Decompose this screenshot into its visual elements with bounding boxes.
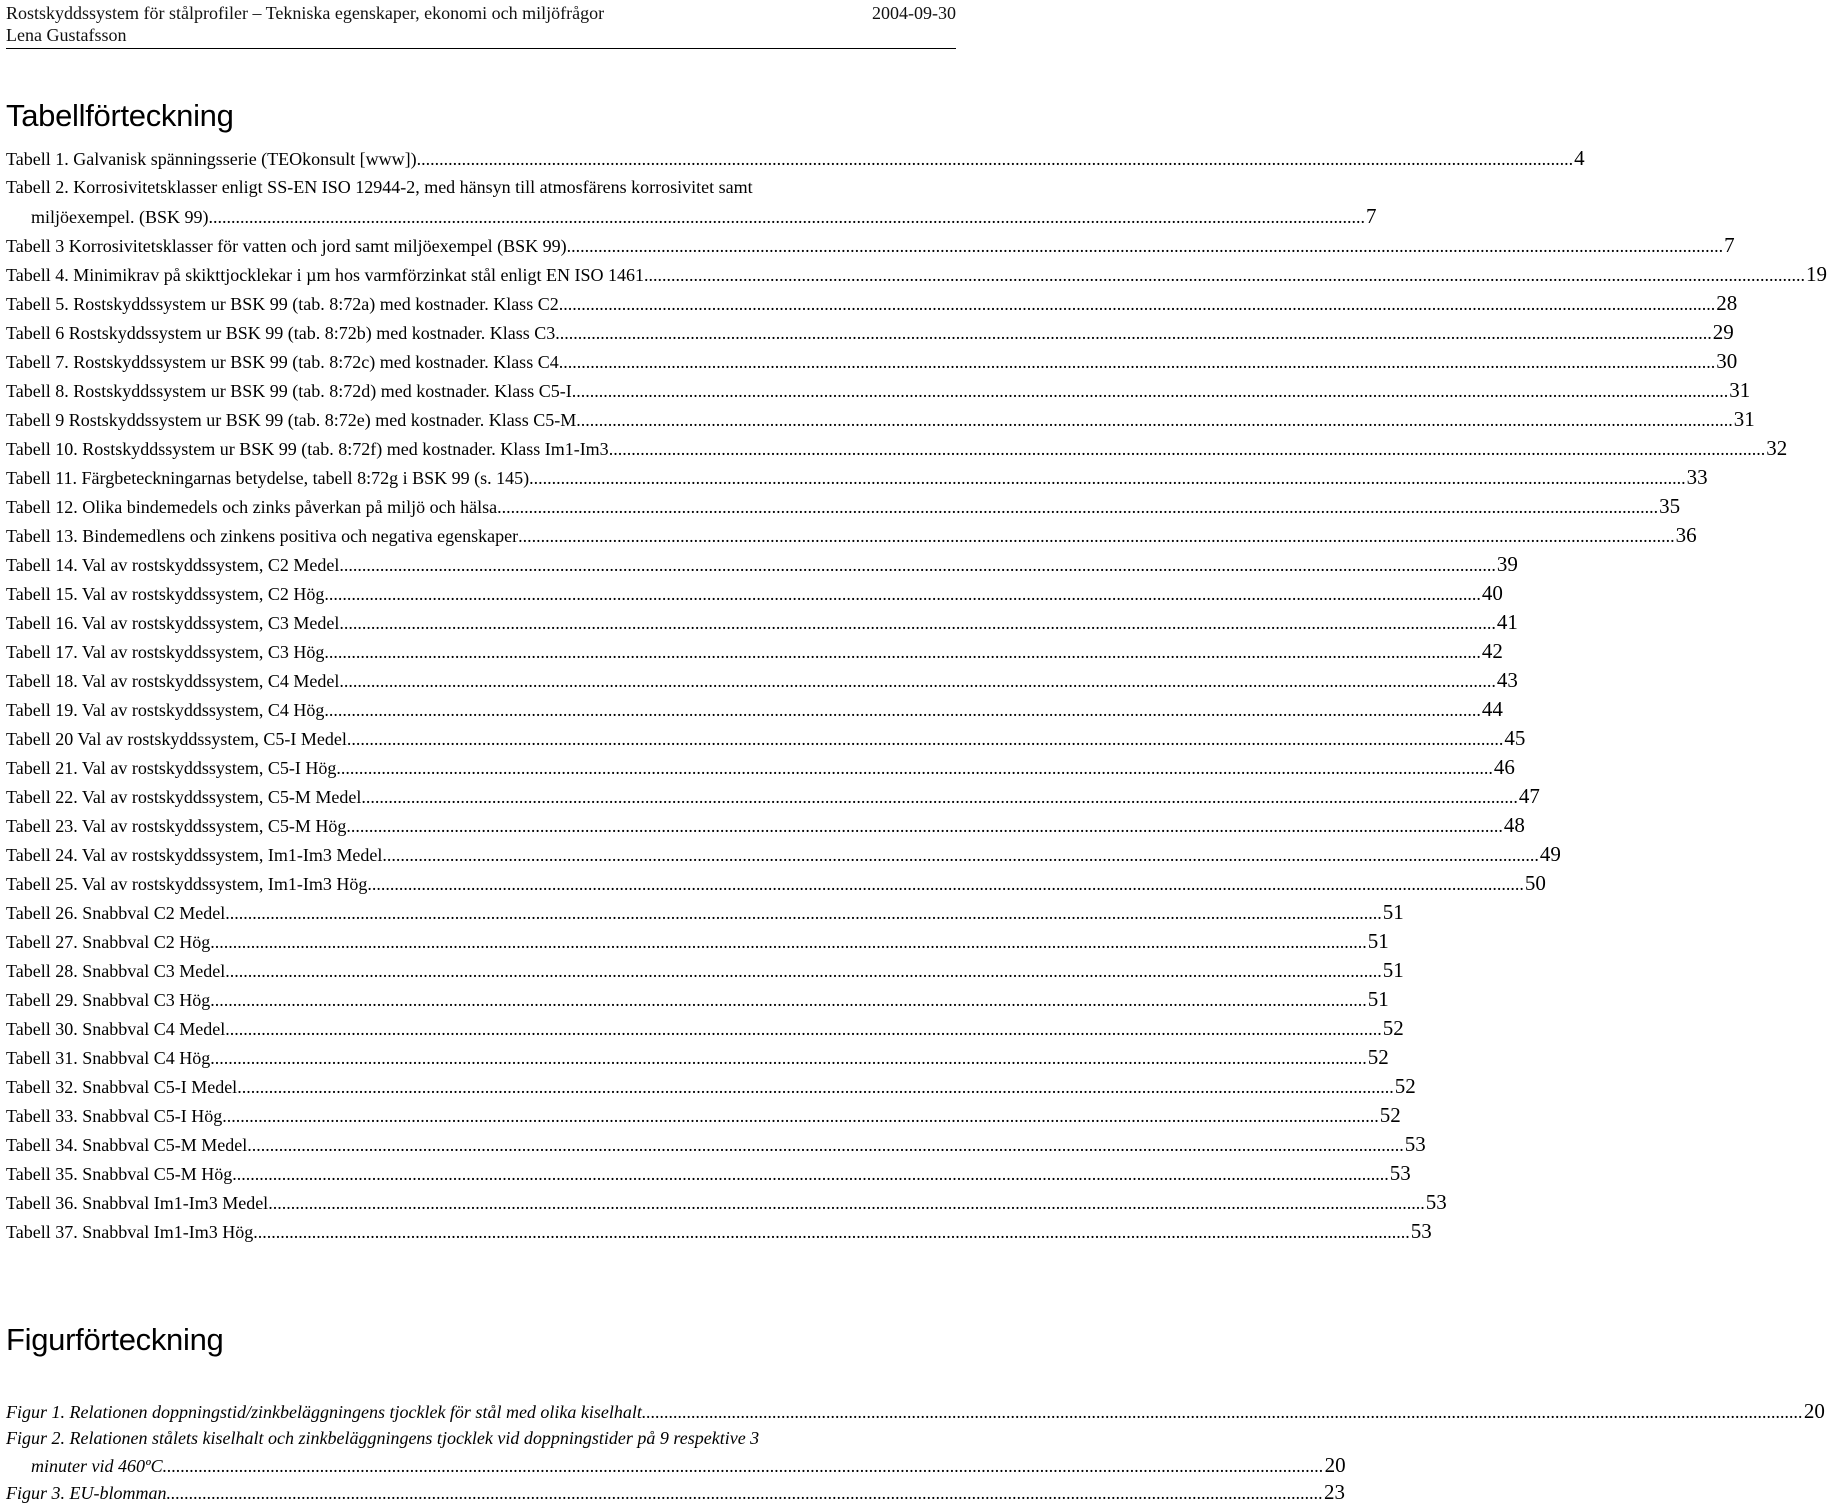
dot-leader [609, 435, 1766, 464]
table-list-heading: Tabellförteckning [6, 98, 234, 133]
figure-entry[interactable] [6, 1452, 1346, 1479]
table-entry-page-number: 7 [1365, 204, 1377, 228]
dot-leader [210, 928, 1367, 957]
table-entry-page-number: 40 [1481, 581, 1503, 605]
dot-leader [222, 1102, 1379, 1131]
table-entry[interactable] [6, 753, 1515, 782]
table-entry-text: Tabell 2. Korrosivitetsklasser enligt SS-EN ISO 12944-2, med hänsyn till atmosfärens korrosivitet samt [6, 177, 753, 197]
table-entry-text: Tabell 3 Korrosivitetsklasser för vatten och jord samt miljöexempel (BSK 99) [6, 236, 567, 256]
table-entry[interactable] [6, 985, 1389, 1014]
dot-leader [382, 841, 1539, 870]
table-entry[interactable] [6, 927, 1389, 956]
dot-leader [210, 986, 1367, 1015]
table-entry[interactable] [6, 405, 1755, 434]
table-entry-page-number: 51 [1367, 929, 1389, 953]
document-author: Lena Gustafsson [6, 25, 127, 45]
table-entry[interactable] [6, 202, 1377, 231]
table-entry-page-number: 35 [1659, 494, 1681, 518]
table-entry-text: Tabell 11. Färgbeteckningarnas betydelse, tabell 8:72g i BSK 99 (s. 145) [6, 468, 530, 488]
dot-leader [529, 464, 1686, 493]
table-entry[interactable] [6, 550, 1518, 579]
table-entry-page-number: 31 [1733, 407, 1755, 431]
dot-leader [339, 609, 1496, 638]
table-entry-page-number: 19 [1806, 262, 1827, 286]
table-entry-page-number: 28 [1716, 291, 1738, 315]
dot-leader [268, 1189, 1425, 1218]
table-entry[interactable] [6, 318, 1734, 347]
dot-leader [518, 522, 1675, 551]
document-date: 2004-09-30 [872, 3, 956, 23]
table-entry-text: Tabell 7. Rostskyddssystem ur BSK 99 (tab. 8:72c) med kostnader. Klass C4 [6, 352, 559, 372]
table-entry-page-number: 4 [1574, 146, 1585, 170]
table-entry[interactable] [6, 434, 1788, 463]
table-entry-page-number: 31 [1729, 378, 1751, 402]
dot-leader [417, 145, 1574, 174]
table-entry-text: Tabell 29. Snabbval C3 Hög [6, 990, 211, 1010]
document-title: Rostskyddssystem för stålprofiler – Tekniska egenskaper, ekonomi och miljöfrågor [6, 3, 605, 23]
dot-leader [225, 957, 1382, 986]
table-entry-page-number: 44 [1481, 697, 1503, 721]
table-entry[interactable] [6, 463, 1708, 492]
table-entry-page-number: 51 [1382, 900, 1404, 924]
dot-leader [324, 580, 1481, 609]
table-entry-text: Tabell 24. Val av rostskyddssystem, Im1-Im3 Medel [6, 845, 383, 865]
table-entry[interactable] [6, 376, 1751, 405]
table-entry-page-number: 7 [1724, 233, 1735, 257]
table-entry-page-number: 53 [1404, 1132, 1426, 1156]
dot-leader [559, 290, 1716, 319]
table-entry-page-number: 49 [1539, 842, 1561, 866]
figure-entry[interactable] [6, 1425, 956, 1452]
table-entry[interactable] [6, 869, 1546, 898]
table-entry[interactable] [6, 173, 956, 202]
table-entry-text: Tabell 35. Snabbval C5-M Hög [6, 1164, 233, 1184]
table-entry-text: Tabell 26. Snabbval C2 Medel [6, 903, 226, 923]
table-entry-page-number: 45 [1504, 726, 1526, 750]
dot-leader [210, 1044, 1367, 1073]
table-entry-page-number: 42 [1481, 639, 1503, 663]
table-entry-text: Tabell 14. Val av rostskyddssystem, C2 Medel [6, 555, 340, 575]
table-entry[interactable] [6, 579, 1503, 608]
table-entry[interactable] [6, 347, 1738, 376]
table-entry[interactable] [6, 811, 1525, 840]
dot-leader [225, 899, 1382, 928]
table-entry-text: Tabell 28. Snabbval C3 Medel [6, 961, 226, 981]
dot-leader [336, 754, 1493, 783]
table-entry-page-number: 30 [1716, 349, 1738, 373]
dot-leader [167, 1453, 1324, 1480]
table-entry[interactable] [6, 492, 1681, 521]
table-entry[interactable] [6, 260, 1827, 289]
table-entry-page-number: 29 [1712, 320, 1734, 344]
table-entry-page-number: 52 [1379, 1103, 1401, 1127]
table-entry-page-number: 33 [1686, 465, 1708, 489]
table-entry-page-number: 43 [1496, 668, 1518, 692]
dot-leader [324, 638, 1481, 667]
table-entry-page-number: 41 [1496, 610, 1518, 634]
table-entry-text: Tabell 25. Val av rostskyddssystem, Im1-Im3 Hög [6, 874, 368, 894]
table-entry[interactable] [6, 521, 1697, 550]
table-entry-text: Tabell 16. Val av rostskyddssystem, C3 Medel [6, 613, 340, 633]
dot-leader [237, 1073, 1394, 1102]
table-entry-text: Tabell 1. Galvanisk spänningsserie (TEOkonsult [www]) [6, 149, 417, 169]
table-entry-page-number: 53 [1410, 1219, 1432, 1243]
dot-leader [167, 1480, 1324, 1507]
figure-list-heading: Figurförteckning [6, 1322, 224, 1357]
dot-leader [324, 696, 1481, 725]
table-entry-text: Tabell 27. Snabbval C2 Hög [6, 932, 211, 952]
figure-entry[interactable] [6, 1479, 1345, 1506]
table-entry[interactable] [6, 724, 1526, 753]
dot-leader [649, 261, 1806, 290]
table-entry-text: Tabell 5. Rostskyddssystem ur BSK 99 (tab. 8:72a) med kostnader. Klass C2 [6, 294, 559, 314]
table-entry-page-number: 52 [1394, 1074, 1416, 1098]
table-entry-page-number: 53 [1425, 1190, 1447, 1214]
dot-leader [576, 406, 1733, 435]
table-entry[interactable] [6, 289, 1738, 318]
dot-leader [347, 725, 1504, 754]
figure-entry-page-number: 20 [1324, 1453, 1346, 1477]
table-entry[interactable] [6, 1072, 1416, 1101]
table-entry-page-number: 50 [1524, 871, 1546, 895]
dot-leader [247, 1131, 1404, 1160]
figure-entry-page-number: 20 [1803, 1399, 1825, 1423]
table-entry-text: Tabell 34. Snabbval C5-M Medel [6, 1135, 248, 1155]
table-entry-text: Tabell 4. Minimikrav på skikttjocklekar i µm hos varmförzinkat stål enligt EN ISO 1461. [6, 265, 649, 285]
table-entry-page-number: 52 [1367, 1045, 1389, 1069]
table-entry-text: Tabell 12. Olika bindemedels och zinks påverkan på miljö och hälsa. [6, 497, 502, 517]
figure-entry[interactable] [6, 1398, 1825, 1425]
table-entry-page-number: 48 [1503, 813, 1525, 837]
dot-leader [559, 348, 1716, 377]
table-entry-page-number: 51 [1367, 987, 1389, 1011]
table-entry-text: Tabell 33. Snabbval C5-I Hög [6, 1106, 223, 1126]
table-entry-text: Tabell 20 Val av rostskyddssystem, C5-I Medel [6, 729, 347, 749]
table-entry-text: Tabell 19. Val av rostskyddssystem, C4 Hög [6, 700, 325, 720]
figure-entry-text: Figur 3. EU-blomman [6, 1483, 167, 1503]
table-entry-text: Tabell 8. Rostskyddssystem ur BSK 99 (tab. 8:72d) med kostnader. Klass C5-I [6, 381, 572, 401]
table-entry[interactable] [6, 695, 1503, 724]
table-entry[interactable] [6, 1217, 1432, 1246]
table-entry-page-number: 51 [1382, 958, 1404, 982]
dot-leader [208, 203, 1365, 232]
table-entry-text: Tabell 21. Val av rostskyddssystem, C5-I Hög [6, 758, 337, 778]
table-entry-text: Tabell 6 Rostskyddssystem ur BSK 99 (tab. 8:72b) med kostnader. Klass C3 [6, 323, 556, 343]
table-entry[interactable] [6, 1043, 1389, 1072]
table-entry-text: Tabell 36. Snabbval Im1-Im3 Medel [6, 1193, 269, 1213]
dot-leader [253, 1218, 1410, 1247]
table-entry[interactable] [6, 1101, 1401, 1130]
dot-leader [346, 812, 1503, 841]
header-rule [6, 48, 956, 49]
table-entry-text: Tabell 9 Rostskyddssystem ur BSK 99 (tab. 8:72e) med kostnader. Klass C5-M [6, 410, 577, 430]
dot-leader [367, 870, 1524, 899]
table-entry-page-number: 53 [1389, 1161, 1411, 1185]
table-entry[interactable] [6, 1014, 1404, 1043]
table-entry-page-number: 39 [1496, 552, 1518, 576]
table-entry[interactable] [6, 840, 1561, 869]
table-entry[interactable] [6, 956, 1404, 985]
table-entry[interactable] [6, 144, 1585, 173]
table-entry-text: Tabell 23. Val av rostskyddssystem, C5-M Hög [6, 816, 347, 836]
table-entry-text: Tabell 22. Val av rostskyddssystem, C5-M Medel [6, 787, 362, 807]
table-entry-text: Tabell 31. Snabbval C4 Hög [6, 1048, 211, 1068]
table-entry-text: Tabell 10. Rostskyddssystem ur BSK 99 (tab. 8:72f) med kostnader. Klass Im1-Im3 [6, 439, 609, 459]
dot-leader [567, 232, 1724, 261]
table-entry[interactable] [6, 782, 1540, 811]
figure-entry-page-number: 23 [1324, 1480, 1345, 1504]
table-entry-page-number: 36 [1675, 523, 1697, 547]
table-entry[interactable] [6, 1188, 1447, 1217]
table-entry[interactable] [6, 666, 1518, 695]
table-entry-text: Tabell 13. Bindemedlens och zinkens positiva och negativa egenskaper [6, 526, 519, 546]
table-entry[interactable] [6, 231, 1735, 260]
table-entry-text: miljöexempel. (BSK 99) [31, 207, 209, 227]
table-entry[interactable] [6, 637, 1503, 666]
dot-leader [555, 319, 1712, 348]
table-entry[interactable] [6, 608, 1518, 637]
figure-entry-text: minuter vid 460ºC. [31, 1456, 168, 1476]
page-header [6, 2, 956, 46]
dot-leader [232, 1160, 1389, 1189]
dot-leader [502, 493, 1659, 522]
table-entry-text: Tabell 15. Val av rostskyddssystem, C2 Hög [6, 584, 325, 604]
table-entry-text: Tabell 30. Snabbval C4 Medel [6, 1019, 226, 1039]
table-list [6, 144, 1827, 1246]
table-entry[interactable] [6, 1159, 1411, 1188]
table-entry-page-number: 52 [1382, 1016, 1404, 1040]
table-entry-text: Tabell 32. Snabbval C5-I Medel [6, 1077, 238, 1097]
table-entry-page-number: 47 [1518, 784, 1540, 808]
table-entry-page-number: 46 [1493, 755, 1515, 779]
figure-entry-text: Figur 2. Relationen stålets kiselhalt och zinkbeläggningens tjocklek vid doppningstider på 9 respektive 3 [6, 1428, 760, 1448]
figure-entry-text: Figur 1. Relationen doppningstid/zinkbeläggningens tjocklek för stål med olika kiselhalt. [6, 1402, 647, 1422]
dot-leader [225, 1015, 1382, 1044]
dot-leader [572, 377, 1729, 406]
table-entry-text: Tabell 17. Val av rostskyddssystem, C3 Hög [6, 642, 325, 662]
table-entry-text: Tabell 18. Val av rostskyddssystem, C4 Medel [6, 671, 340, 691]
table-entry[interactable] [6, 898, 1404, 927]
dot-leader [339, 551, 1496, 580]
dot-leader [339, 667, 1496, 696]
dot-leader [646, 1399, 1803, 1426]
table-entry-text: Tabell 37. Snabbval Im1-Im3 Hög [6, 1222, 254, 1242]
table-entry[interactable] [6, 1130, 1426, 1159]
figure-list [6, 1398, 1825, 1506]
dot-leader [361, 783, 1518, 812]
table-entry-page-number: 32 [1766, 436, 1788, 460]
